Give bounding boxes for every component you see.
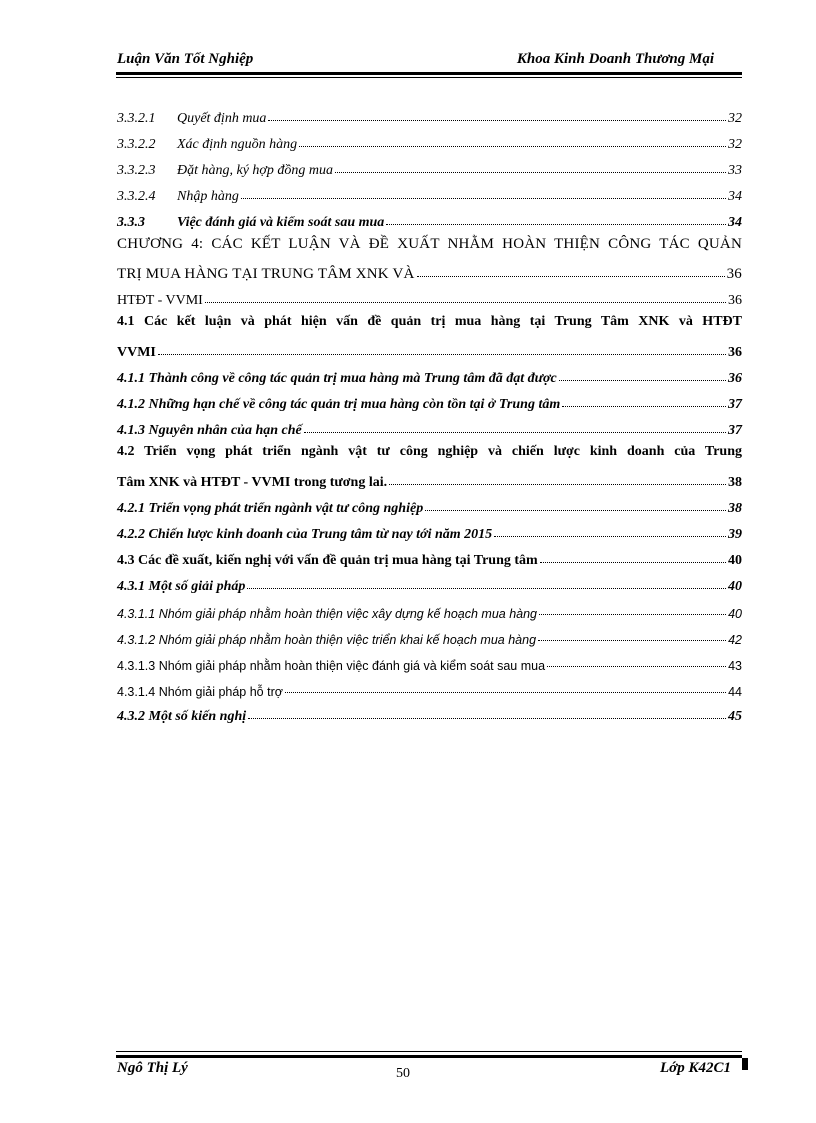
- toc-entry-title: 4.3.2 Một số kiến nghị: [117, 709, 247, 724]
- toc-entry-number: 3.3.2.1: [117, 111, 156, 126]
- toc-entry[interactable]: [117, 595, 742, 621]
- toc-entry-title-line: 4.2 Triển vọng phát triển ngành vật tư công nghiệp và chiến lược kinh doanh của Trung: [117, 444, 742, 459]
- leader-dots: [299, 146, 726, 147]
- toc-entry-page: 42: [728, 633, 742, 647]
- toc-entry-title: Xác định nguồn hàng: [177, 137, 298, 152]
- leader-dots: [425, 510, 726, 511]
- leader-dots: [386, 224, 726, 225]
- toc-entry-title: Tâm XNK và HTĐT - VVMI trong tương lai.: [117, 475, 388, 490]
- toc-entry-chapter-4[interactable]: [117, 231, 742, 283]
- toc-entry-4-2[interactable]: [117, 439, 742, 491]
- toc-entry-title: Việc đánh giá và kiểm soát sau mua: [177, 215, 385, 230]
- leader-dots: [539, 614, 726, 615]
- leader-dots: [268, 120, 726, 121]
- toc-entry-title: 4.3.1.4 Nhóm giải pháp hỗ trợ: [117, 685, 283, 699]
- leader-dots: [335, 172, 726, 173]
- toc-entry-title: Quyết định mua: [177, 111, 267, 126]
- toc-entry-title: VVMI: [117, 345, 156, 360]
- toc-entry[interactable]: [117, 387, 742, 413]
- leader-dots: [494, 536, 726, 537]
- toc-entry[interactable]: [117, 699, 742, 725]
- leader-dots: [547, 666, 726, 667]
- toc-entry-line: [117, 335, 742, 361]
- toc-entry-title: TRỊ MUA HÀNG TẠI TRUNG TÂM XNK VÀ: [117, 266, 415, 282]
- leader-dots: [205, 302, 726, 303]
- footer-rule-thick: [116, 1055, 742, 1058]
- footer-author: Ngô Thị Lý: [117, 1060, 188, 1076]
- leader-dots: [538, 640, 726, 641]
- toc-entry-title: Nhập hàng: [177, 189, 239, 204]
- leader-dots: [247, 588, 726, 589]
- toc-entry-title: 4.3.1.3 Nhóm giải pháp nhằm hoàn thiện việc đánh giá và kiểm soát sau mua: [117, 659, 546, 673]
- toc-entry-title: 4.2.1 Triển vọng phát triển ngành vật tư công nghiệp: [117, 501, 424, 516]
- toc-entry-page: 36: [726, 266, 742, 282]
- toc-entry[interactable]: [117, 101, 742, 127]
- toc-entry-line: [117, 257, 742, 283]
- table-of-contents: [117, 101, 742, 725]
- toc-entry-page: 43: [728, 659, 742, 673]
- toc-entry-page: 40: [728, 553, 742, 568]
- toc-entry-title: 4.3.1.2 Nhóm giải pháp nhằm hoàn thiện việc triển khai kế hoạch mua hàng: [117, 633, 537, 647]
- page-border-shadow: [742, 1058, 748, 1070]
- toc-entry-title: 4.3.1.1 Nhóm giải pháp nhằm hoàn thiện việc xây dựng kế hoạch mua hàng: [117, 607, 538, 621]
- toc-entry-page: 38: [728, 475, 742, 490]
- toc-entry-number: 3.3.2.2: [117, 137, 156, 152]
- toc-entry-page: 34: [728, 189, 742, 204]
- toc-entry-title: 4.1.2 Những hạn chế về công tác quản trị mua hàng còn tồn tại ở Trung tâm: [117, 397, 561, 412]
- toc-entry[interactable]: [117, 413, 742, 439]
- toc-entry-number: 3.3.2.3: [117, 163, 156, 178]
- toc-entry-page: 32: [728, 137, 742, 152]
- header-rule-thick: [116, 72, 742, 75]
- leader-dots: [158, 354, 726, 355]
- toc-entry-page: 32: [728, 111, 742, 126]
- leader-dots: [389, 484, 726, 485]
- toc-entry[interactable]: [117, 361, 742, 387]
- toc-entry[interactable]: [117, 517, 742, 543]
- toc-entry[interactable]: [117, 491, 742, 517]
- toc-entry-title: 4.1.3 Nguyên nhân của hạn chế: [117, 423, 302, 438]
- leader-dots: [562, 406, 726, 407]
- toc-entry-4-1[interactable]: [117, 309, 742, 361]
- header-faculty: Khoa Kinh Doanh Thương Mại: [516, 51, 714, 67]
- toc-entry-title-line: 4.1 Các kết luận và phát hiện vấn đề quản trị mua hàng tại Trung Tâm XNK và HTĐT: [117, 314, 742, 329]
- footer-class: Lớp K42C1: [660, 1060, 731, 1076]
- toc-entry-page: 40: [728, 607, 742, 621]
- toc-entry-page: 37: [728, 423, 742, 438]
- toc-entry-page: 38: [728, 501, 742, 516]
- toc-entry-line: [117, 465, 742, 491]
- toc-entry-page: 36: [728, 345, 742, 360]
- toc-entry[interactable]: [117, 621, 742, 647]
- leader-dots: [540, 562, 726, 563]
- toc-entry[interactable]: [117, 283, 742, 309]
- header-rule-thin: [116, 77, 742, 78]
- toc-entry-title: 4.3.1 Một số giải pháp: [117, 579, 246, 594]
- toc-entry-title: Đặt hàng, ký hợp đồng mua: [177, 163, 334, 178]
- toc-entry-page: 34: [728, 215, 742, 230]
- leader-dots: [304, 432, 726, 433]
- leader-dots: [559, 380, 726, 381]
- leader-dots: [417, 276, 725, 277]
- toc-entry[interactable]: [117, 673, 742, 699]
- toc-entry-title: 4.1.1 Thành công về công tác quản trị mua hàng mà Trung tâm đã đạt được: [117, 371, 557, 386]
- toc-entry[interactable]: [117, 205, 742, 231]
- toc-entry-page: 39: [728, 527, 742, 542]
- footer-page-number: 50: [396, 1066, 410, 1081]
- leader-dots: [241, 198, 726, 199]
- toc-entry-page: 36: [728, 293, 742, 308]
- toc-entry-page: 40: [728, 579, 742, 594]
- toc-entry-page: 45: [728, 709, 742, 724]
- header-thesis-title: Luận Văn Tốt Nghiệp: [117, 51, 254, 67]
- toc-entry-title: HTĐT - VVMI: [117, 293, 203, 308]
- toc-entry-title: 4.3 Các đề xuất, kiến nghị với vấn đề quản trị mua hàng tại Trung tâm: [117, 553, 538, 568]
- toc-entry[interactable]: [117, 543, 742, 569]
- toc-entry-number: 3.3.3: [117, 215, 145, 230]
- toc-entry[interactable]: [117, 153, 742, 179]
- toc-entry[interactable]: [117, 179, 742, 205]
- leader-dots: [285, 692, 726, 693]
- page-header: [117, 51, 742, 71]
- toc-entry[interactable]: [117, 647, 742, 673]
- toc-entry-number: 3.3.2.4: [117, 189, 156, 204]
- toc-entry[interactable]: [117, 569, 742, 595]
- toc-entry-page: 33: [728, 163, 742, 178]
- toc-entry-title-line: CHƯƠNG 4: CÁC KẾT LUẬN VÀ ĐỀ XUẤT NHẰM HOÀN THIỆN CÔNG TÁC QUẢN: [117, 236, 742, 252]
- toc-entry-page: 37: [728, 397, 742, 412]
- toc-entry-title: 4.2.2 Chiến lược kinh doanh của Trung tâm từ nay tới năm 2015: [117, 527, 493, 542]
- footer-rule-thin: [116, 1051, 742, 1052]
- toc-entry-page: 44: [728, 685, 742, 699]
- leader-dots: [248, 718, 726, 719]
- toc-entry-page: 36: [728, 371, 742, 386]
- toc-entry[interactable]: [117, 127, 742, 153]
